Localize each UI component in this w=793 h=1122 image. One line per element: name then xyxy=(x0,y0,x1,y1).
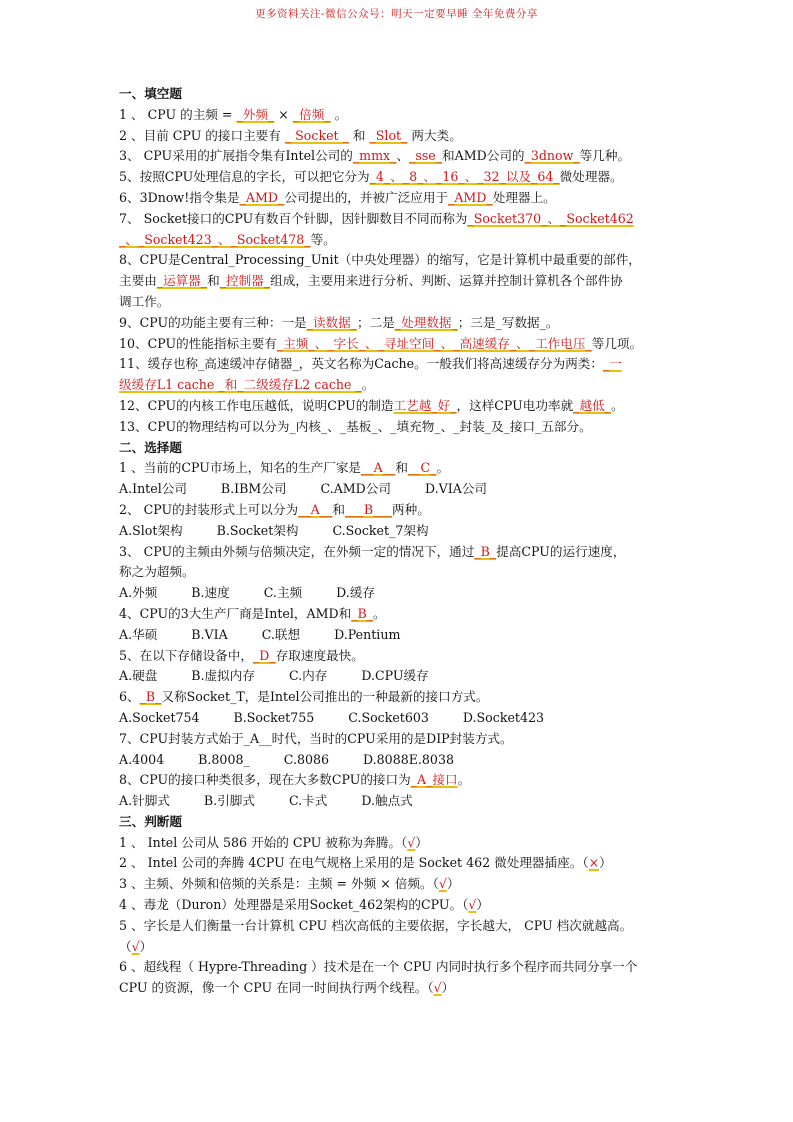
text-span: 又称Socket_T，是Intel公司推出的一种最新的接口方式。 xyxy=(161,689,489,705)
option-item: B.8008_ xyxy=(198,751,250,767)
text-span: ；三是_写数据_。 xyxy=(457,314,559,330)
text-span: 等。 xyxy=(310,231,336,247)
text-span: 3 、主频、外频和倍频的关系是：主频 = 外频 × 倍频。（ xyxy=(119,876,439,892)
answer-text: √ xyxy=(131,938,140,954)
option-item: A.华硕 xyxy=(119,626,158,642)
text-span: 组成，主要用来进行分析、判断、运算并控制计算机各个部件协 xyxy=(270,273,623,289)
text-span: 1 、当前的CPU市场上，知名的生产厂家是 xyxy=(119,460,362,476)
answer-text: 级缓存L1 cache _和_二级缓存L2 cache _ xyxy=(119,377,362,393)
option-item: D.Socket423 xyxy=(462,709,545,725)
option-item: D.CPU缓存 xyxy=(361,668,429,684)
question-line xyxy=(119,396,679,417)
question-line xyxy=(119,105,679,126)
answer-text: _、_Socket423_、_Socket478_ xyxy=(119,231,311,247)
question-line xyxy=(119,895,679,916)
option-item: D.8088E.8038 xyxy=(363,751,454,767)
option-item: B.Socket架构 xyxy=(216,522,299,538)
text-span: 2 、目前 CPU 的接口主要有 xyxy=(119,127,285,143)
answer-text: √ xyxy=(407,834,416,850)
question-line xyxy=(119,874,679,895)
option-item: C.AMD公司 xyxy=(320,481,391,497)
option-item: A.Intel公司 xyxy=(119,481,187,497)
header-banner: 更多资料关注-微信公众号：明天一定要早睡 全年免费分享 xyxy=(255,8,538,20)
question-line xyxy=(119,126,679,147)
text-span: 两种。 xyxy=(392,501,430,517)
answer-text: __A__ xyxy=(298,501,333,517)
text-span: 两大类。 xyxy=(407,127,462,143)
text-span: 调工作。 xyxy=(119,293,170,309)
option-item: A.外频 xyxy=(119,585,158,601)
question-line xyxy=(119,916,679,937)
text-span: ） xyxy=(446,876,460,892)
answer-text: __A__ xyxy=(361,460,396,476)
text-span: ） xyxy=(415,834,428,850)
answer-text: _运算器_ xyxy=(156,273,208,289)
text-span: 5、在以下存储设备中， xyxy=(119,647,253,663)
answer-text: _Slot_ xyxy=(369,127,408,143)
question-line xyxy=(119,646,679,667)
answer-text: _Socket370_、_Socket462 xyxy=(467,210,634,226)
answer-text: _ Socket _ xyxy=(284,127,349,143)
option-item: C.Socket603 xyxy=(348,709,429,725)
text-span: 1 、 CPU 的主频 = xyxy=(119,106,237,122)
answer-text: _主频_、_字长_、_寻址空间_、_高速缓存_、_工作电压_ xyxy=(276,335,592,351)
text-span: 微处理器。 xyxy=(559,169,623,185)
question-line xyxy=(119,937,679,958)
text-span: 10、CPU的性能指标主要有 xyxy=(119,335,277,351)
text-span: 6、3Dnow!指令集是 xyxy=(119,189,240,205)
answer-text: _B_ xyxy=(139,689,162,705)
text-span: 2 、 Intel 公司的奔腾 4CPU 在电气规格上采用的是 Socket 462 微处理器插座。（ xyxy=(119,855,589,871)
question-line xyxy=(119,167,679,188)
text-span: 和 xyxy=(207,273,220,289)
text-span: ，这样CPU电功率就 xyxy=(456,397,574,413)
question-line xyxy=(119,271,679,292)
question-line xyxy=(119,146,679,167)
text-span: 3、 CPU采用的扩展指令集有Intel公司的 xyxy=(119,148,353,164)
answer-text: _越低_ xyxy=(573,397,611,413)
option-item: C.8086 xyxy=(283,751,330,767)
option-item: B.速度 xyxy=(191,585,230,601)
text-span: 1 、 Intel 公司从 586 开始的 CPU 被称为奔腾。（ xyxy=(119,834,408,850)
question-line xyxy=(119,770,679,791)
text-span: 4、CPU的3大生产厂商是Intel，AMD和 xyxy=(119,605,352,621)
answer-text: _读数据_ xyxy=(306,314,358,330)
option-item: B.引脚式 xyxy=(203,793,255,809)
answer-text: 工艺越_好_ xyxy=(393,397,457,413)
option-item: A.硬盘 xyxy=(119,668,158,684)
text-span: 和 xyxy=(348,127,370,143)
question-line xyxy=(119,957,679,978)
text-span: 和 xyxy=(332,501,345,517)
text-span: 存取速度最快。 xyxy=(275,647,364,663)
text-span: 2、 CPU的封装形式上可以分为 xyxy=(119,501,299,517)
answer-options xyxy=(119,479,679,500)
answer-text: _4_、_8_、_16_、_32_以及_64_ xyxy=(369,169,560,185)
answer-text: × xyxy=(588,855,600,871)
option-item: B.Socket755 xyxy=(233,709,315,725)
question-line xyxy=(119,230,679,251)
section-heading xyxy=(119,812,679,833)
text-span: 4 、毒龙（Duron）处理器是采用Socket_462架构的CPU。（ xyxy=(119,897,469,913)
text-span: 5 、字长是人们衡量一台计算机 CPU 档次高低的主要依据，字长越大， CPU 档次就越高。 xyxy=(119,917,633,933)
answer-text: _D_ xyxy=(252,647,276,663)
option-item: C.主频 xyxy=(263,585,303,601)
option-item: D.VIA公司 xyxy=(424,481,487,497)
question-line xyxy=(119,375,679,396)
answer-text: _A_接口 xyxy=(410,772,458,788)
answer-text: _B_ xyxy=(474,543,497,559)
text-span: 3、 CPU的主频由外频与倍频决定，在外频一定的情况下，通过 xyxy=(119,543,475,559)
option-item: B.IBM公司 xyxy=(220,481,287,497)
answer-text: _3dnow_ xyxy=(524,148,580,164)
text-span: 公司提出的，并被广泛应用于 xyxy=(284,189,449,205)
text-span: 11、缓存也称_高速缓冲存储器_，英文名称为Cache。一般我们将高速缓存分为两类： xyxy=(119,356,603,372)
answer-text: _控制器_ xyxy=(219,273,271,289)
answer-text: √ xyxy=(438,876,447,892)
answer-text: _sse_ xyxy=(409,148,443,164)
text-span: 6、 xyxy=(119,689,140,705)
question-line xyxy=(119,354,679,375)
text-span: 和AMD公司的 xyxy=(442,148,525,164)
answer-options xyxy=(119,521,679,542)
text-span: 处理器上。 xyxy=(492,189,556,205)
answer-text: _倍频_ xyxy=(292,106,331,122)
text-span: 6 、超线程（ Hypre-Threading ）技术是在一个 CPU 内同时执行多个程序而共同分享一个 xyxy=(119,959,638,975)
text-span: 7、CPU封装方式始于_A__时代，当时的CPU采用的是DIP封装方式。 xyxy=(119,730,513,746)
option-item: B.VIA xyxy=(191,626,228,642)
answer-options xyxy=(119,750,679,771)
text-span: 称之为超频。 xyxy=(119,564,195,580)
answer-text: _B_ xyxy=(351,605,374,621)
text-span: 13、CPU的物理结构可以分为_内核_、_基板_、_填充物_、_封装_及_接口_五部分。 xyxy=(119,418,592,434)
answer-text: __C_ xyxy=(407,460,437,476)
option-item: A.Socket754 xyxy=(119,709,200,725)
text-span: 三、判断题 xyxy=(119,813,182,829)
text-span: 。 xyxy=(330,106,348,122)
text-span: 7、 Socket接口的CPU有数百个针脚，因针脚数目不同而称为 xyxy=(119,210,468,226)
text-span: 。 xyxy=(373,605,386,621)
answer-text: _一 xyxy=(602,356,622,372)
question-line xyxy=(119,417,679,438)
section-heading xyxy=(119,84,679,105)
option-item: D.触点式 xyxy=(361,793,413,809)
text-span: （ xyxy=(119,938,132,954)
question-line xyxy=(119,334,679,355)
question-line xyxy=(119,313,679,334)
answer-options xyxy=(119,708,679,729)
text-span: 等几项。 xyxy=(591,335,643,351)
text-span: 5、按照CPU处理信息的字长，可以把它分为 xyxy=(119,169,370,185)
question-line xyxy=(119,729,679,750)
question-line xyxy=(119,292,679,313)
text-span: 8、CPU的接口种类很多，现在大多数CPU的接口为 xyxy=(119,772,411,788)
option-item: A.4004 xyxy=(119,751,165,767)
option-item: C.联想 xyxy=(261,626,301,642)
text-span: ；二是 xyxy=(357,314,395,330)
text-span: 等几种。 xyxy=(579,148,631,164)
question-line xyxy=(119,458,679,479)
answer-options xyxy=(119,666,679,687)
text-span: 8、CPU是Central_Processing_Unit（中央处理器）的缩写，它是计算机中最重要的部件， xyxy=(119,252,641,268)
question-line xyxy=(119,687,679,708)
text-span: 。 xyxy=(436,460,450,476)
question-line xyxy=(119,250,679,271)
option-item: A.Slot架构 xyxy=(119,522,183,538)
answer-text: _AMD_ xyxy=(239,189,285,205)
question-line xyxy=(119,209,679,230)
answer-text: √ xyxy=(468,897,477,913)
text-span: CPU 的资源，像一个 CPU 在同一时间执行两个线程。（ xyxy=(119,980,434,996)
option-item: A.针脚式 xyxy=(119,793,170,809)
text-span: 和 xyxy=(395,460,408,476)
answer-text: _mmx_ xyxy=(352,148,397,164)
option-item: D.缓存 xyxy=(336,585,375,601)
text-span: 二、选择题 xyxy=(119,439,182,455)
text-span: 主要由 xyxy=(119,273,157,289)
question-line xyxy=(119,188,679,209)
answer-options xyxy=(119,625,679,646)
text-span: ） xyxy=(139,938,153,954)
document-body xyxy=(119,84,679,999)
question-line xyxy=(119,978,679,999)
text-span: 12、CPU的内核工作电压越低，说明CPU的制造 xyxy=(119,397,394,413)
text-span: 一、填空题 xyxy=(119,86,182,101)
answer-text: ___B___ xyxy=(344,501,392,517)
text-span: 提高CPU的运行速度， xyxy=(496,543,626,559)
answer-options xyxy=(119,583,679,604)
question-line xyxy=(119,500,679,521)
text-span: ） xyxy=(476,897,490,913)
text-span: 、 xyxy=(396,148,410,164)
answer-text: _处理数据_ xyxy=(394,314,458,330)
text-span: 9、CPU的功能主要有三种：一是 xyxy=(119,314,307,330)
question-line xyxy=(119,604,679,625)
option-item: C.Socket_7架构 xyxy=(332,522,429,538)
text-span: × xyxy=(274,106,293,122)
answer-text: √ xyxy=(433,980,442,996)
question-line xyxy=(119,833,679,854)
answer-options xyxy=(119,791,679,812)
text-span: 。 xyxy=(361,377,375,393)
option-item: D.Pentium xyxy=(334,626,401,642)
option-item: C.内存 xyxy=(288,668,328,684)
option-item: B.虚拟内存 xyxy=(191,668,255,684)
answer-text: _外频_ xyxy=(236,106,275,122)
text-span: 。 xyxy=(457,772,471,788)
question-line xyxy=(119,853,679,874)
text-span: ） xyxy=(441,980,455,996)
question-line xyxy=(119,542,679,563)
section-heading xyxy=(119,438,679,459)
option-item: C.卡式 xyxy=(288,793,328,809)
answer-text: _AMD_ xyxy=(448,189,493,205)
text-span: ） xyxy=(599,855,612,871)
text-span: 。 xyxy=(610,397,624,413)
question-line xyxy=(119,562,679,583)
